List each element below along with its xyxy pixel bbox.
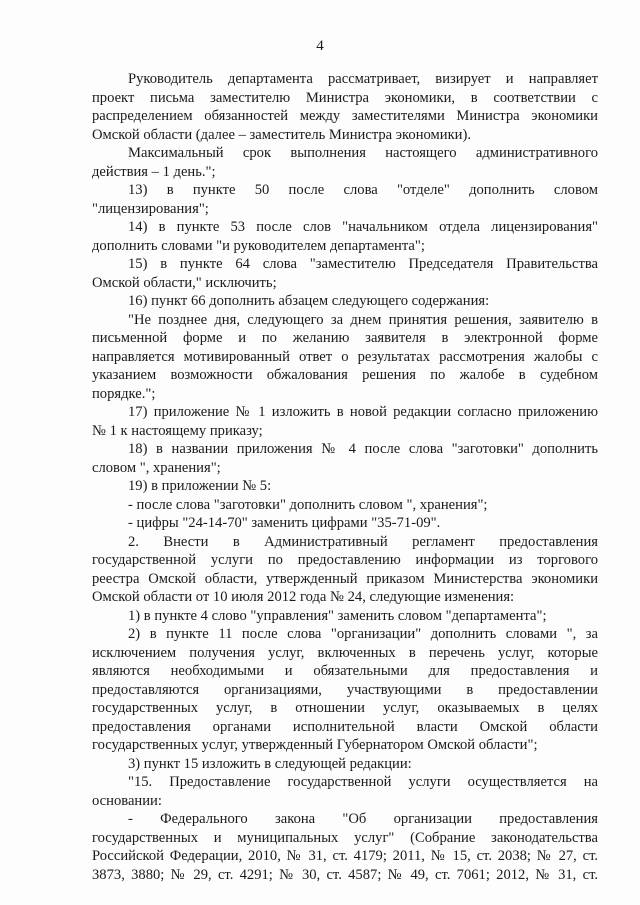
text-line: порядке."; (92, 385, 156, 402)
text-line: 3) пункт 15 изложить в следующей редакции: (128, 755, 412, 772)
text-line: 14) в пункте 53 после слов "начальником отдела лицензирования" (128, 219, 598, 235)
text-line: - цифры "24-14-70" заменить цифрами "35-71-09". (128, 515, 441, 531)
text-line: - после слова "заготовки" дополнить словом ", хранения"; (128, 496, 488, 513)
text-line: являются необходимыми и обязательными для предоставления и (92, 663, 598, 679)
text-line: "лицензирования"; (92, 200, 209, 217)
text-line: 13) в пункте 50 после слова "отделе" дополнить словом (128, 182, 598, 198)
text-line: исключением получения услуг, включенных в перечень услуг, которые (92, 644, 598, 661)
text-line: реестра Омской области, утвержденный приказом Министерства экономики (92, 570, 598, 587)
text-line: словом ", хранения"; (92, 459, 221, 476)
text-line: 2) в пункте 11 после слова "организации" дополнить словами ", за (128, 626, 598, 642)
text-line: - Федерального закона "Об организации предоставления (128, 811, 598, 827)
text-line: действия – 1 день."; (92, 163, 216, 180)
text-line: государственных и муниципальных услуг" (Собрание законодательства (92, 829, 598, 846)
text-line: 3873, 3880; № 29, ст. 4291; № 30, ст. 4587; № 49, ст. 7061; 2012, № 31, ст. (92, 866, 598, 883)
text-line: указанием возможности обжалования решения по жалобе в судебном (92, 367, 598, 383)
text-line: 16) пункт 66 дополнить абзацем следующего содержания: (128, 293, 490, 309)
text-line: 19) в приложении № 5: (128, 478, 272, 494)
text-line: 17) приложение № 1 изложить в новой редакции согласно приложению (128, 404, 598, 420)
text-line: Омской области от 10 июля 2012 года № 24, следующие изменения: (92, 589, 515, 605)
text-line: 1) в пункте 4 слово "управления" заменить словом "департамента"; (128, 607, 547, 624)
text-line: проект письма заместителю Министра экономики, в соответствии с (92, 89, 598, 106)
text-line: государственных услуг, в отношении услуг, оказываемых в целях (92, 700, 598, 716)
text-line: "Не позднее дня, следующего за днем принятия решения, заявителю в (128, 311, 598, 328)
text-line: Российской Федерации, 2010, № 31, ст. 4179; 2011, № 15, ст. 2038; № 27, ст. (92, 848, 598, 864)
text-line: Омской области," исключить; (92, 274, 277, 291)
text-line: письменной форме и по желанию заявителя в электронной форме (92, 330, 598, 346)
page-number: 4 (316, 38, 324, 54)
text-line: Омской области (далее – заместитель Министра экономики). (92, 126, 471, 143)
text-line: предоставляются организациями, участвующими в предоставлении (92, 681, 598, 698)
text-line: 2. Внести в Административный регламент предоставления (128, 533, 598, 550)
text-line: № 1 к настоящему приказу; (92, 422, 263, 439)
text-line: "15. Предоставление государственной услуги осуществляется на (128, 774, 598, 790)
text-line: основании: (92, 792, 162, 809)
text-line: 18) в названии приложения № 4 после слова "заготовки" дополнить (128, 441, 598, 457)
document-body (92, 70, 598, 884)
text-line: распределением обязанностей между заместителями Министра экономики (92, 108, 598, 124)
text-line: государственной услуги по предоставлению информации из торгового (92, 552, 598, 568)
text-line: предоставления органами исполнительной власти Омской области (92, 718, 598, 735)
text-line: Максимальный срок выполнения настоящего административного (128, 145, 598, 161)
text-line: 15) в пункте 64 слова "заместителю Председателя Правительства (128, 256, 598, 272)
text-line: государственных услуг, утвержденный Губернатором Омской области"; (92, 737, 538, 753)
text-line: дополнить словами "и руководителем департамента"; (92, 237, 425, 254)
text-line: Руководитель департамента рассматривает, визирует и направляет (128, 71, 598, 87)
text-line: направляется мотивированный ответ о результатах рассмотрения жалобы с (92, 348, 598, 365)
